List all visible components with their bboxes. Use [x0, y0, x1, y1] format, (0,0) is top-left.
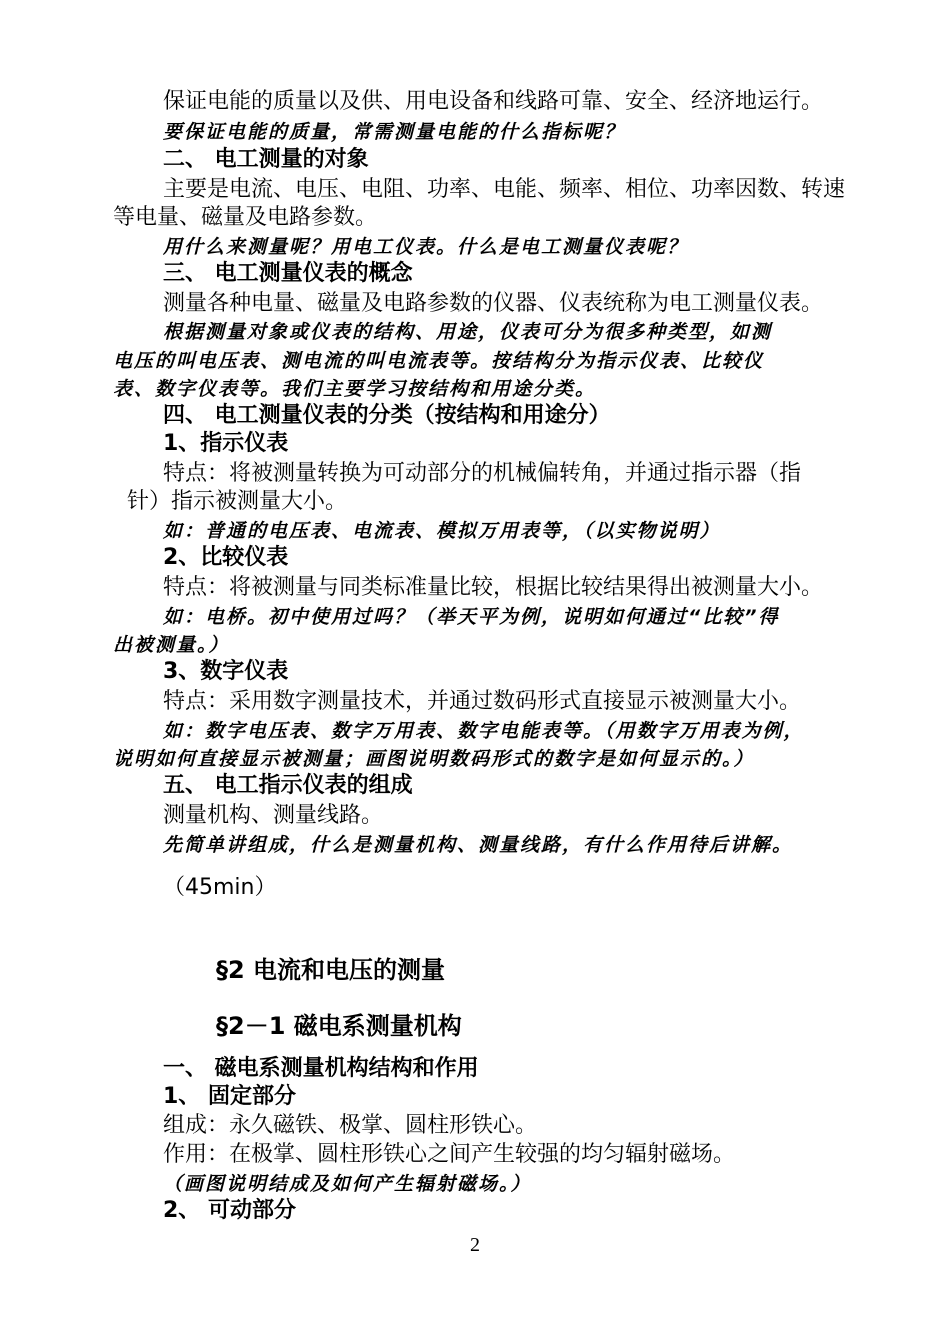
- section-heading: 二、 电工测量的对象: [163, 147, 369, 172]
- body-text: 特点：将被测量与同类标准量比较，根据比较结果得出被测量大小。: [163, 575, 824, 600]
- teacher-note: 先简单讲组成，什么是测量机构、测量线路，有什么作用待后讲解。: [163, 834, 794, 856]
- section-heading: 四、 电工测量仪表的分类（按结构和用途分）: [163, 403, 611, 428]
- body-text: 等电量、磁量及电路参数。: [113, 205, 378, 230]
- subsection-heading: 3、数字仪表: [163, 659, 289, 684]
- teacher-note: 如：电桥。初中使用过吗？（举天平为例，说明如何通过“比较”得: [163, 606, 780, 628]
- teacher-note: 如：普通的电压表、电流表、模拟万用表等，（以实物说明）: [163, 520, 721, 542]
- teacher-note: 说明如何直接显示被测量；画图说明数码形式的数字是如何显示的。）: [113, 748, 755, 770]
- body-text: 针）指示被测量大小。: [127, 489, 348, 514]
- chapter-subtitle: §2－1 磁电系测量机构: [216, 1012, 462, 1040]
- teacher-note: 要保证电能的质量，常需测量电能的什么指标呢？: [163, 121, 626, 143]
- body-text: 主要是电流、电压、电阻、功率、电能、频率、相位、功率因数、转速: [163, 177, 846, 202]
- body-text: 作用：在极掌、圆柱形铁心之间产生较强的均匀辐射磁场。: [163, 1142, 736, 1167]
- subsection-heading: 2、 可动部分: [163, 1198, 296, 1223]
- time-note: （45min）: [163, 875, 277, 900]
- teacher-note: 如：数字电压表、数字万用表、数字电能表等。（用数字万用表为例，: [163, 720, 805, 742]
- section-heading: 三、 电工测量仪表的概念: [163, 261, 413, 286]
- body-text: 测量各种电量、磁量及电路参数的仪器、仪表统称为电工测量仪表。: [163, 291, 824, 316]
- subsection-heading: 1、指示仪表: [163, 431, 289, 456]
- body-text: 保证电能的质量以及供、用电设备和线路可靠、安全、经济地运行。: [163, 89, 824, 114]
- body-text: 特点：将被测量转换为可动部分的机械偏转角，并通过指示器（指: [163, 461, 802, 486]
- section-heading: 一、 磁电系测量机构结构和作用: [163, 1056, 479, 1081]
- subsection-heading: 1、 固定部分: [163, 1084, 296, 1109]
- teacher-note: （画图说明结成及如何产生辐射磁场。）: [163, 1173, 532, 1195]
- chapter-title: §2 电流和电压的测量: [216, 956, 446, 984]
- teacher-note: 用什么来测量呢？用电工仪表。什么是电工测量仪表呢？: [163, 236, 689, 258]
- page-number: 2: [470, 1234, 480, 1256]
- teacher-note: 表、数字仪表等。我们主要学习按结构和用途分类。: [113, 378, 597, 400]
- teacher-note: 电压的叫电压表、测电流的叫电流表等。按结构分为指示仪表、比较仪: [113, 350, 765, 372]
- body-text: 测量机构、测量线路。: [163, 803, 384, 828]
- subsection-heading: 2、比较仪表: [163, 545, 289, 570]
- body-text: 组成：永久磁铁、极掌、圆柱形铁心。: [163, 1113, 538, 1138]
- section-heading: 五、 电工指示仪表的组成: [163, 773, 413, 798]
- teacher-note: 根据测量对象或仪表的结构、用途，仪表可分为很多种类型，如测: [163, 321, 773, 343]
- body-text: 特点：采用数字测量技术，并通过数码形式直接显示被测量大小。: [163, 689, 802, 714]
- teacher-note: 出被测量。）: [113, 634, 230, 656]
